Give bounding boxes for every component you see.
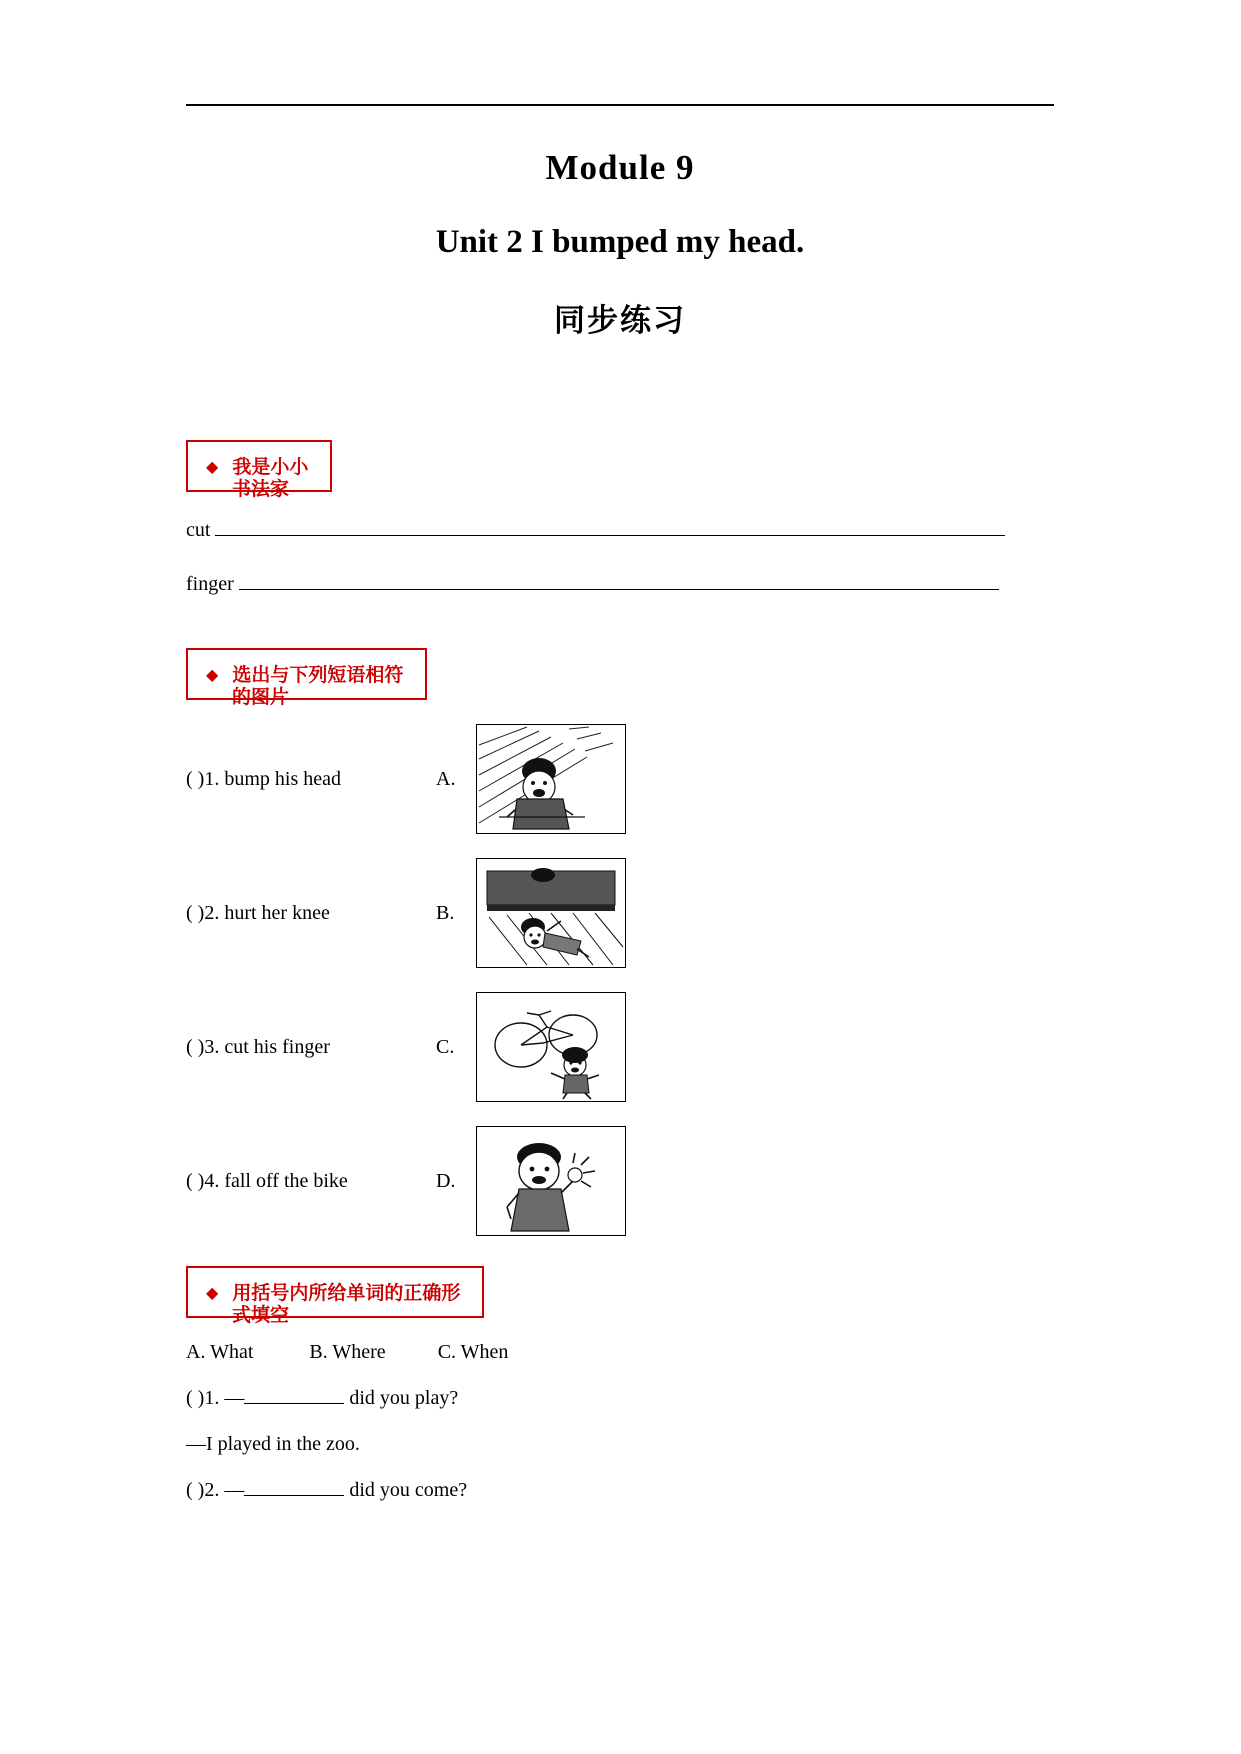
answer-bracket[interactable]: ( ) xyxy=(186,767,205,790)
match-row xyxy=(186,1126,1054,1236)
answer-bracket[interactable]: ( ) xyxy=(186,1387,205,1409)
vocab-word: cut xyxy=(186,519,211,541)
writing-blank[interactable] xyxy=(239,575,999,590)
section-1-banner-label: 我是小小 xyxy=(232,456,309,478)
question-number: 2. xyxy=(204,901,220,924)
match-row xyxy=(186,992,1054,1102)
question-phrase: fall off the bike xyxy=(224,1169,348,1192)
option-b: B. Where xyxy=(309,1341,386,1363)
section-3-banner-label-2: 式填空 xyxy=(232,1304,290,1326)
header-divider xyxy=(186,104,1054,106)
option-letter: D. xyxy=(436,1169,456,1192)
fill-blank[interactable] xyxy=(244,1481,344,1496)
match-row xyxy=(186,724,1054,834)
page-title: Module 9 xyxy=(545,148,695,187)
list-item xyxy=(186,572,1054,596)
answer-line: —I played in the zoo. xyxy=(186,1433,360,1455)
fill-blank[interactable] xyxy=(244,1389,344,1404)
section-2-banner-box xyxy=(186,648,427,700)
question-line xyxy=(186,1478,1054,1502)
section-3-banner xyxy=(186,1266,1054,1326)
writing-blank[interactable] xyxy=(215,521,1005,536)
match-row xyxy=(186,858,1054,968)
child-fallen-floor-icon xyxy=(476,858,626,968)
question-tail: did you come? xyxy=(349,1479,468,1501)
options-line xyxy=(186,1340,1054,1364)
match-question-text xyxy=(186,1036,436,1059)
question-line xyxy=(186,1386,1054,1410)
match-question-text xyxy=(186,1170,436,1193)
option-letter: A. xyxy=(436,767,456,790)
option-c: C. When xyxy=(437,1341,509,1363)
dash-mark: — xyxy=(224,1387,245,1409)
question-number: 1. xyxy=(204,767,220,790)
section-3-banner-box xyxy=(186,1266,484,1318)
question-number: 4. xyxy=(204,1169,220,1192)
question-number: 2. xyxy=(204,1479,220,1501)
answer-bracket[interactable]: ( ) xyxy=(186,1035,205,1058)
question-phrase: cut his finger xyxy=(224,1035,330,1058)
boy-crying-stairs-icon xyxy=(476,724,626,834)
option-letter: C. xyxy=(436,1035,455,1058)
page-subtitle: Unit 2 I bumped my head. xyxy=(435,224,805,260)
section-3-banner-label: 用括号内所给单词的正确形 xyxy=(232,1282,461,1304)
question-phrase: hurt her knee xyxy=(224,901,330,924)
answer-bracket[interactable]: ( ) xyxy=(186,1479,205,1501)
list-item xyxy=(186,518,1054,542)
dash-mark: — xyxy=(224,1479,245,1501)
question-tail: did you play? xyxy=(349,1387,459,1409)
boy-hurt-hand-icon xyxy=(476,1126,626,1236)
diamond-icon: ◆ xyxy=(206,665,219,684)
answer-bracket[interactable]: ( ) xyxy=(186,1169,205,1192)
match-question-text xyxy=(186,768,436,791)
section-2-banner xyxy=(186,648,1054,708)
question-number: 1. xyxy=(204,1387,220,1409)
section-1-banner-label-2: 书法家 xyxy=(232,478,290,500)
option-letter: B. xyxy=(436,901,455,924)
section-2-banner-label-2: 的图片 xyxy=(232,686,290,708)
section-2-banner-label: 选出与下列短语相符 xyxy=(232,664,404,686)
question-phrase: bump his head xyxy=(224,767,341,790)
answer-bracket[interactable]: ( ) xyxy=(186,901,205,924)
page-title-chinese: 同步练习 xyxy=(554,303,686,339)
option-a: A. What xyxy=(186,1341,254,1363)
page-content xyxy=(186,0,1054,1502)
diamond-icon: ◆ xyxy=(206,457,219,476)
match-question-text xyxy=(186,902,436,925)
vocab-word: finger xyxy=(186,573,234,595)
section-1-banner xyxy=(186,440,1054,500)
child-falling-bike-icon xyxy=(476,992,626,1102)
diamond-icon: ◆ xyxy=(206,1283,219,1302)
question-number: 3. xyxy=(204,1035,220,1058)
